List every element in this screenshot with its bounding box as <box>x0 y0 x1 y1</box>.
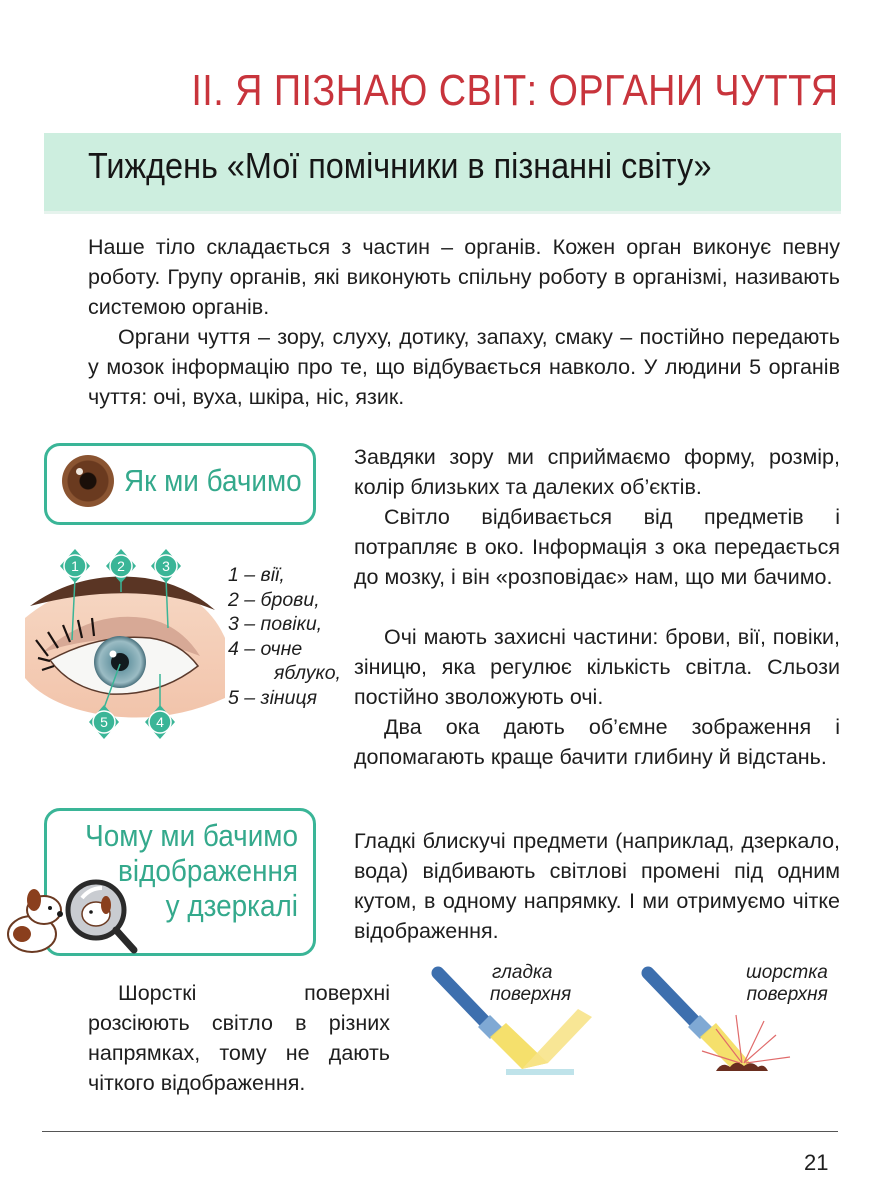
dog-nose <box>57 911 63 917</box>
footer-divider <box>42 1131 838 1132</box>
eye-highlight <box>110 651 117 658</box>
marker-4-label: 4 <box>156 714 164 730</box>
legend-item-5: 5 – зіниця <box>228 686 318 709</box>
week-title: Тиждень «Мої помічники в пізнанні світу» <box>88 145 712 186</box>
marker-3-label: 3 <box>162 558 170 574</box>
page-number: 21 <box>804 1150 829 1175</box>
marker-1 <box>60 549 90 583</box>
smooth-surface-label-1: гладка <box>492 962 553 983</box>
vision-paragraph-2: Світло відбивається від предметів і потрапляє в око. Інформація з ока передається до мозку, і він «розповідає» нам, що ми бачимо. <box>354 505 840 589</box>
magnifier-handle <box>116 930 134 950</box>
flashlight-head-smooth <box>484 1021 496 1033</box>
marker-2-label: 2 <box>117 558 125 574</box>
eye-illustration <box>20 548 230 746</box>
marker-3 <box>151 549 181 583</box>
legend-item-2: 2 – брови, <box>228 588 320 611</box>
flashlight-body-smooth <box>438 973 488 1025</box>
intro-paragraph-1: Наше тіло складається з частин – органів. Кожен орган виконує певну роботу. Групу органів, які виконують спільну роботу в організмі, називають системою органів. <box>88 235 840 319</box>
marker-5-label: 5 <box>100 714 108 730</box>
rough-surface-label-1: шорстка <box>746 962 828 983</box>
smooth-surface <box>506 1069 574 1075</box>
dog-eye <box>48 906 52 910</box>
legend-item-1: 1 – вії, <box>228 564 285 586</box>
marker-1-label: 1 <box>71 558 79 574</box>
topic-label-vision: Як ми бачимо <box>124 463 302 498</box>
legend-item-4: 4 – очне <box>228 637 303 660</box>
smooth-surface-label <box>490 962 571 1006</box>
dog-mirror-illustration <box>2 872 142 960</box>
mirror-paragraph-1: Гладкі блискучі предмети (наприклад, дзеркало, вода) відбивають світлові промені під одним кутом, в одному напрямку. І ми отримуємо чітке відображення. <box>354 829 840 943</box>
vision-paragraph-4: Два ока дають об’ємне зображення і допомагають краще бачити глибину й відстань. <box>354 715 840 769</box>
mirror-paragraph-2: Шорсткі поверхні розсіюють світло в різних напрямках, тому не дають чіткого відображення. <box>88 981 390 1095</box>
vision-paragraph-1: Завдяки зору ми сприймаємо форму, розмір, колір близьких та далеких об’єктів. <box>354 445 840 499</box>
reflection-dog-ear <box>101 896 111 914</box>
reflected-beam-smooth <box>522 1009 592 1069</box>
reflection-dog-eye <box>89 910 93 914</box>
flashlight-body-rough <box>648 973 698 1025</box>
flashlight-head-rough <box>694 1021 706 1033</box>
chapter-title: ІІ. Я ПІЗНАЮ СВІТ: ОРГАНИ ЧУТТЯ <box>191 66 839 115</box>
topic-label-mirror-line-1: Чому ми бачимо <box>85 818 298 853</box>
legend-item-4-cont: яблуко, <box>274 662 341 684</box>
dog-ear <box>27 889 41 911</box>
vision-paragraph-3: Очі мають захисні частини: брови, вії, повіки, зіницю, яка регулює кількість світла. Сльози постійно зволожують очі. <box>354 625 840 709</box>
legend-item-3: 3 – повіки, <box>228 613 323 635</box>
eye-icon <box>62 455 114 507</box>
smooth-surface-label-2: поверхня <box>490 984 572 1005</box>
rough-surface-label <box>742 962 828 1006</box>
intro-paragraph-2: Органи чуття – зору, слуху, дотику, запаху, смаку – постійно передають у мозок інформацію про те, що відбувається навколо. У людини 5 органів чуття: очі, вуха, шкіра, ніс, язик. <box>88 325 840 409</box>
dog-spot <box>13 926 31 942</box>
topic-label-mirror-line-3: у дзеркалі <box>165 888 298 923</box>
rough-surface-label-2: поверхня <box>746 984 828 1005</box>
eye-legend <box>228 563 341 710</box>
topic-label-mirror-line-2: відображення <box>118 853 299 888</box>
